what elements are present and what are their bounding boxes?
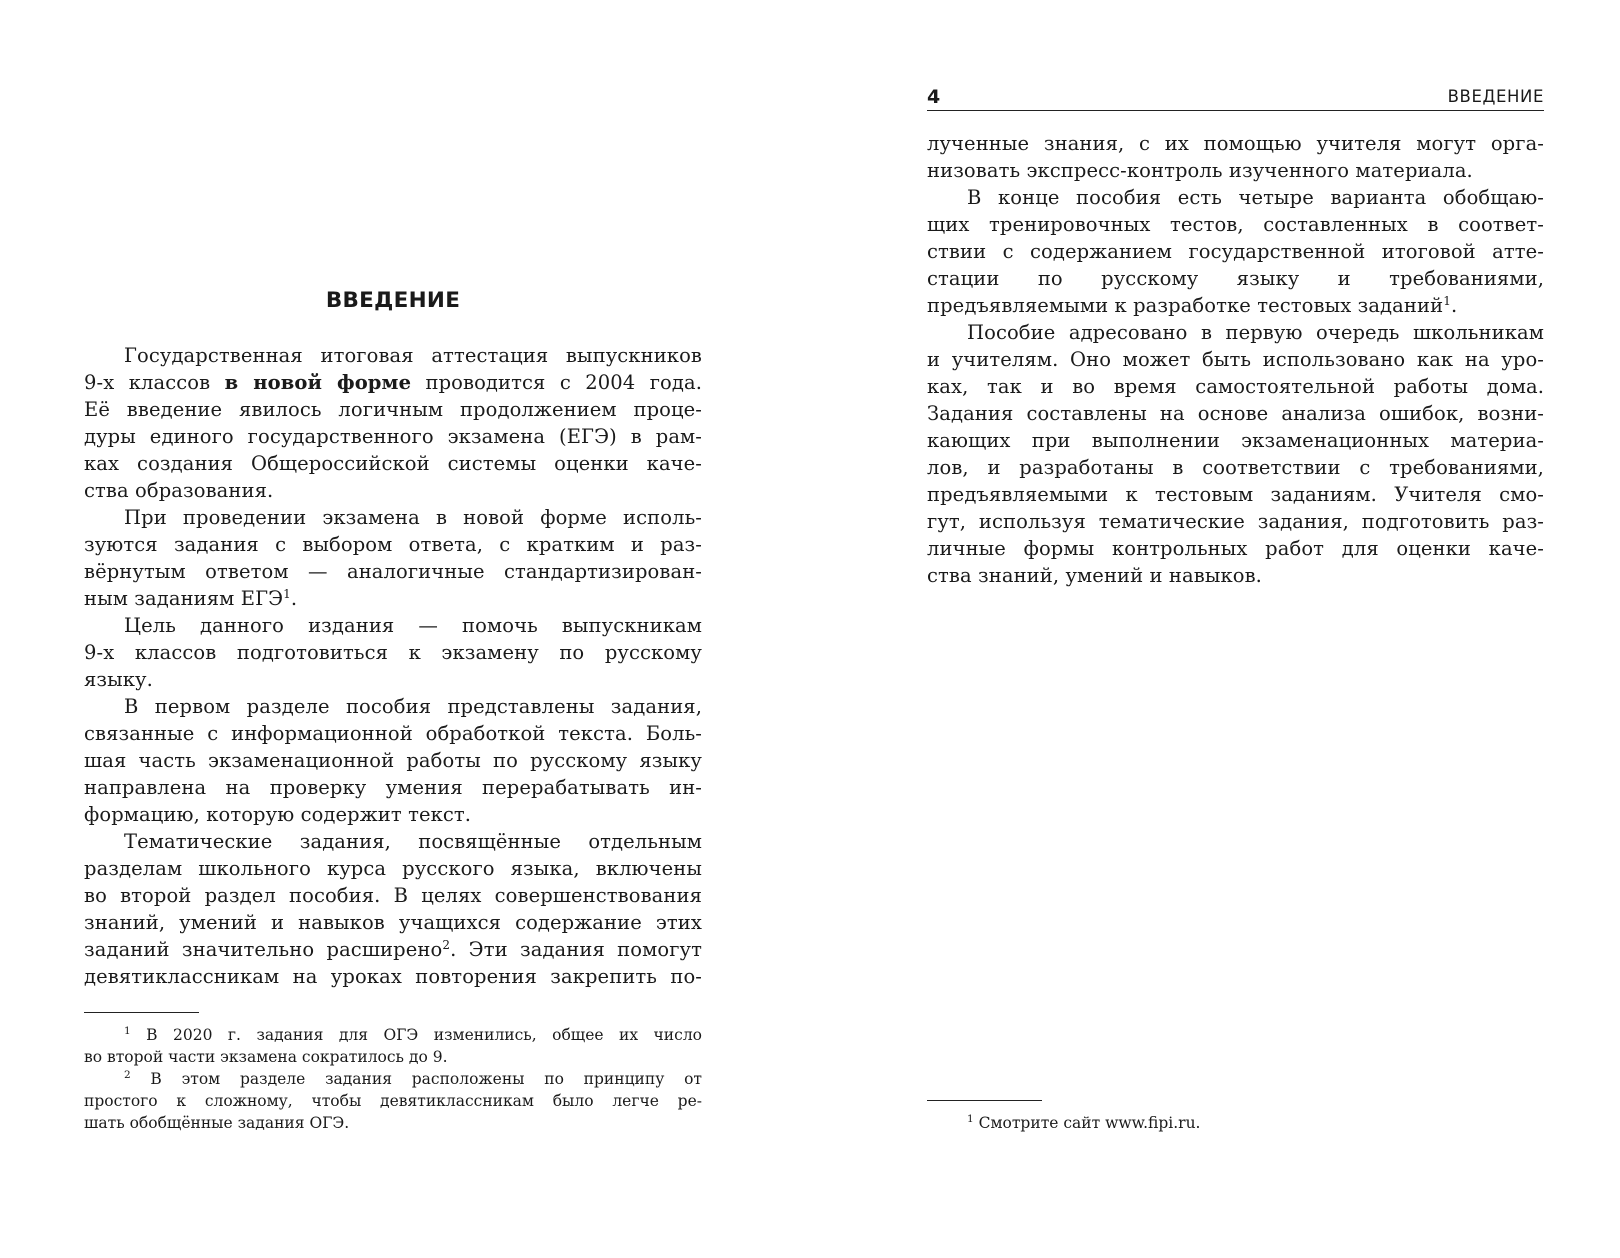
- footnote-mark: 1: [124, 1025, 131, 1037]
- text-line: знаний, умений и навыков учащихся содержание этих: [84, 911, 702, 934]
- footnote-mark: 2: [124, 1069, 131, 1081]
- text-line: ках создания Общероссийской системы оценки каче-: [84, 452, 702, 475]
- text-line: стации по русскому языку и требованиями,: [927, 267, 1544, 290]
- text-line: девятиклассникам на уроках повторения закрепить по-: [84, 965, 702, 988]
- bold-phrase: в новой форме: [224, 371, 412, 394]
- text-line: низовать экспресс-контроль изученного материала.: [927, 159, 1473, 182]
- text-line: 9-х классов подготовиться к экзамену по русскому: [84, 641, 702, 664]
- text-line: дуры единого государственного экзамена (ЕГЭ) в рам-: [84, 425, 702, 448]
- body-text: [84, 342, 702, 990]
- running-title: ВВЕДЕНИЕ: [1447, 87, 1544, 106]
- footnote-line: простого к сложному, чтобы девятиклассникам было легче ре-: [84, 1092, 702, 1110]
- text-line: языку.: [84, 668, 153, 691]
- footnote-ref: 1: [283, 587, 291, 601]
- text-line: заданий значительно расширено$^2$. Эти задания помогут: [84, 938, 702, 961]
- footnote-ref: 1: [1443, 294, 1451, 308]
- text-line: предъявляемыми к разработке тестовых заданий$^1$.: [927, 294, 1458, 317]
- text-line: формацию, которую содержит текст.: [84, 803, 472, 826]
- text-line: Цель данного издания — помочь выпускникам: [124, 614, 702, 637]
- footnote-rule: [84, 1012, 199, 1013]
- text-line: предъявляемыми к тестовым заданиям. Учителя смо-: [927, 483, 1544, 506]
- text-line: лов, и разработаны в соответствии с требованиями,: [927, 456, 1544, 479]
- text-line: гут, используя тематические задания, подготовить раз-: [927, 510, 1544, 533]
- text-line: направлена на проверку умения перерабатывать ин-: [84, 776, 702, 799]
- body-text: [927, 130, 1544, 589]
- running-header: [927, 84, 1544, 111]
- footnotes: [84, 1024, 702, 1134]
- chapter-title: ВВЕДЕНИЕ: [325, 288, 461, 313]
- text-line: Государственная итоговая аттестация выпускников: [124, 344, 702, 367]
- text-line: кающих при выполнении экзаменационных материа-: [927, 429, 1544, 452]
- text-line: Пособие адресовано в первую очередь школьникам: [967, 321, 1544, 344]
- page-number: 4: [927, 86, 941, 108]
- text-line: В первом разделе пособия представлены задания,: [124, 695, 702, 718]
- footnote-ref: 2: [442, 938, 451, 952]
- text-line: во второй раздел пособия. В целях совершенствования: [84, 884, 702, 907]
- text-line: 9-х классов в новой форме проводится с 2004 года.: [84, 371, 703, 394]
- text-line: В конце пособия есть четыре варианта обобщаю-: [967, 186, 1544, 209]
- text-line: ства образования.: [84, 479, 274, 502]
- text-line: При проведении экзамена в новой форме исполь-: [124, 506, 702, 529]
- text-line: разделам школьного курса русского языка, включены: [84, 857, 702, 880]
- footnote-line: $^2$ В этом разделе задания расположены по принципу от: [124, 1069, 702, 1088]
- text-line: ным заданиям ЕГЭ$^1$.: [84, 587, 298, 610]
- footnote-line: во второй части экзамена сократилось до 9.: [84, 1048, 448, 1066]
- text-line: связанные с информационной обработкой текста. Боль-: [84, 722, 702, 745]
- footnote-mark: 1: [967, 1113, 974, 1125]
- footnote-line: $^1$ Смотрите сайт www.fipi.ru.: [967, 1113, 1201, 1132]
- footnotes: [927, 1112, 1544, 1134]
- text-line: ствии с содержанием государственной итоговой атте-: [927, 240, 1544, 263]
- text-line: Её введение явилось логичным продолжением проце-: [84, 398, 702, 421]
- text-line: ках, так и во время самостоятельной работы дома.: [927, 375, 1544, 398]
- footnote-line: $^1$ В 2020 г. задания для ОГЭ изменились, общее их число: [124, 1025, 702, 1044]
- text-line: ства знаний, умений и навыков.: [927, 564, 1262, 587]
- text-line: лученные знания, с их помощью учителя могут орга-: [927, 132, 1544, 155]
- text-line: личные формы контрольных работ для оценки каче-: [927, 537, 1544, 560]
- text-line: Тематические задания, посвящённые отдельным: [124, 830, 702, 853]
- text-line: щих тренировочных тестов, составленных в соответ-: [927, 213, 1544, 236]
- text-line: и учителям. Оно может быть использовано как на уро-: [927, 348, 1544, 371]
- footnote-rule: [927, 1100, 1042, 1101]
- footnote-line: шать обобщённые задания ОГЭ.: [84, 1114, 350, 1132]
- text-line: Задания составлены на основе анализа ошибок, возни-: [927, 402, 1544, 425]
- text-line: зуются задания с выбором ответа, с кратким и раз-: [84, 533, 702, 556]
- text-line: вёрнутым ответом — аналогичные стандартизирован-: [84, 560, 702, 583]
- text-line: шая часть экзаменационной работы по русскому языку: [84, 749, 702, 772]
